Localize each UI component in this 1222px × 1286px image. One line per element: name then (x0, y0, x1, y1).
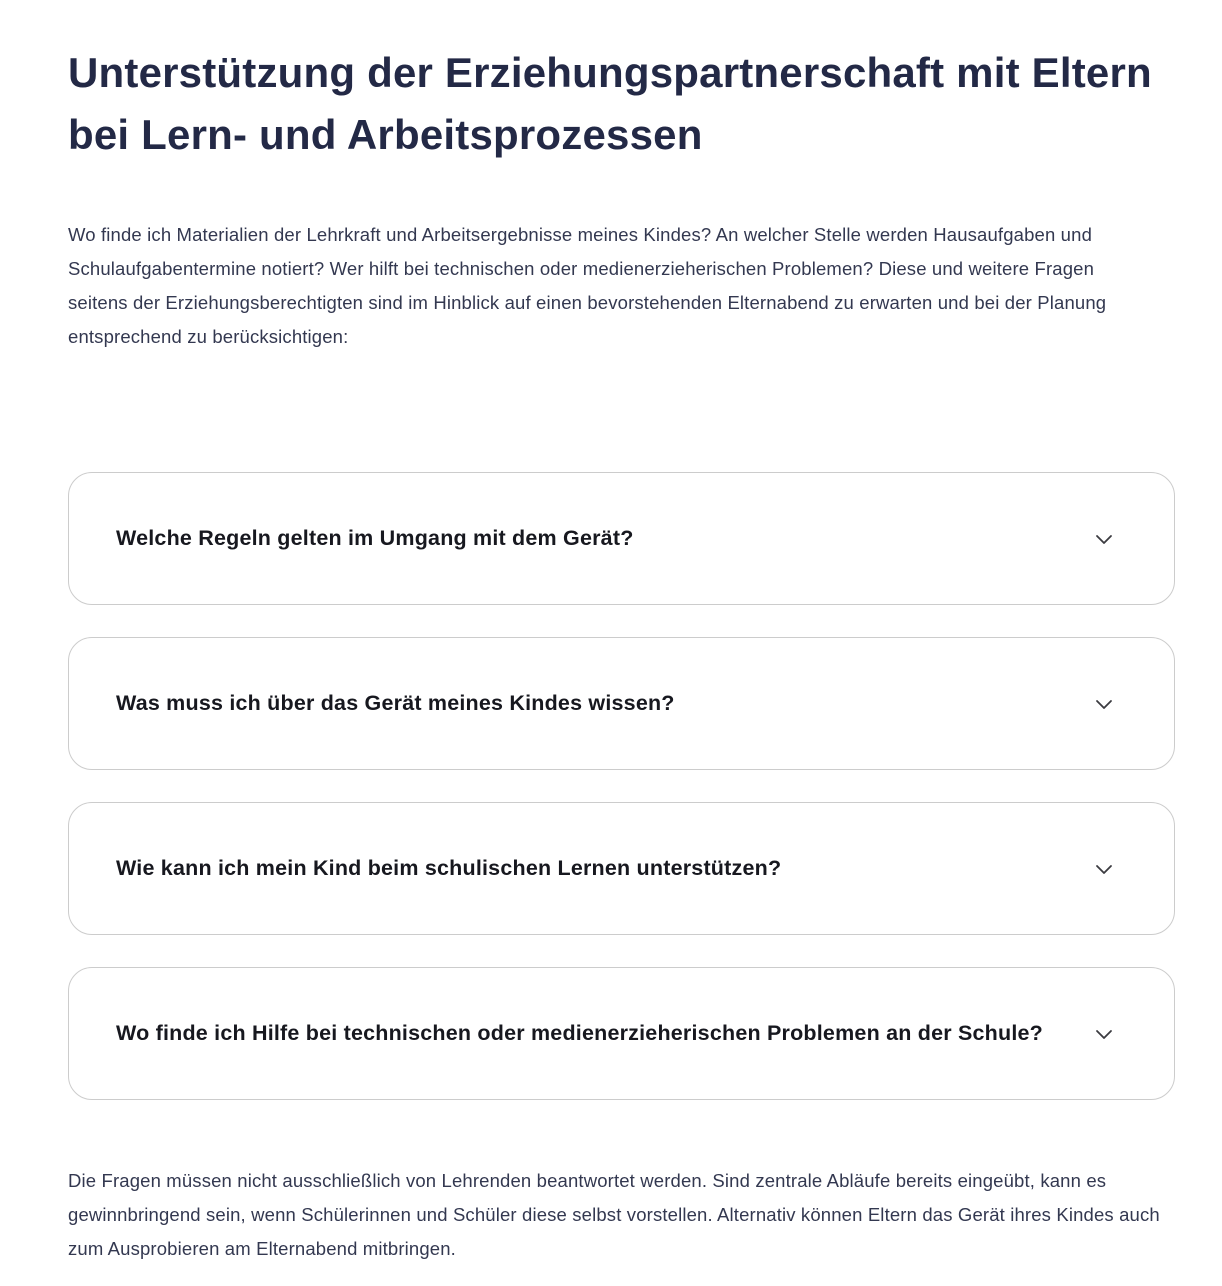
accordion-item-technical-help[interactable] (68, 967, 1175, 1100)
intro-paragraph: Wo finde ich Materialien der Lehrkraft und Arbeitsergebnisse meines Kindes? An welcher Stelle werden Hausaufgaben und Schulaufgabentermine notiert? Wer hilft bei technischen oder medienerzieherischen Problemen? Diese und weitere Fragen seitens der Erziehungsberechtigten sind im Hinblick auf einen bevorstehenden Elternabend zu erwarten und bei der Planung entsprechend zu berücksichtigen: (68, 224, 1107, 347)
faq-accordion (68, 472, 1175, 1100)
page-title: Unterstützung der Erziehungspartnerschaft mit Eltern bei Lern- und Arbeitsprozessen (68, 49, 1152, 158)
main-content (68, 0, 1175, 1266)
accordion-question-label: Wo finde ich Hilfe bei technischen oder medienerzieherischen Problemen an der Schule? (116, 1021, 1043, 1045)
chevron-down-icon (1092, 857, 1116, 881)
accordion-item-device-knowledge[interactable] (68, 637, 1175, 770)
accordion-question-label: Was muss ich über das Gerät meines Kindes wissen? (116, 691, 675, 715)
chevron-down-icon (1092, 692, 1116, 716)
chevron-down-icon (1092, 527, 1116, 551)
accordion-item-device-rules[interactable] (68, 472, 1175, 605)
outro-paragraph: Die Fragen müssen nicht ausschließlich von Lehrenden beantwortet werden. Sind zentrale Abläufe bereits eingeübt, kann es gewinnbringend sein, wenn Schülerinnen und Schüler diese selbst vorstellen. Alternativ können Eltern das Gerät ihres Kindes auch zum Ausprobieren am Elternabend mitbringen. (68, 1170, 1160, 1259)
chevron-down-icon (1092, 1022, 1116, 1046)
accordion-item-support-learning[interactable] (68, 802, 1175, 935)
accordion-question-label: Wie kann ich mein Kind beim schulischen Lernen unterstützen? (116, 856, 782, 880)
accordion-question-label: Welche Regeln gelten im Umgang mit dem Gerät? (116, 526, 634, 550)
